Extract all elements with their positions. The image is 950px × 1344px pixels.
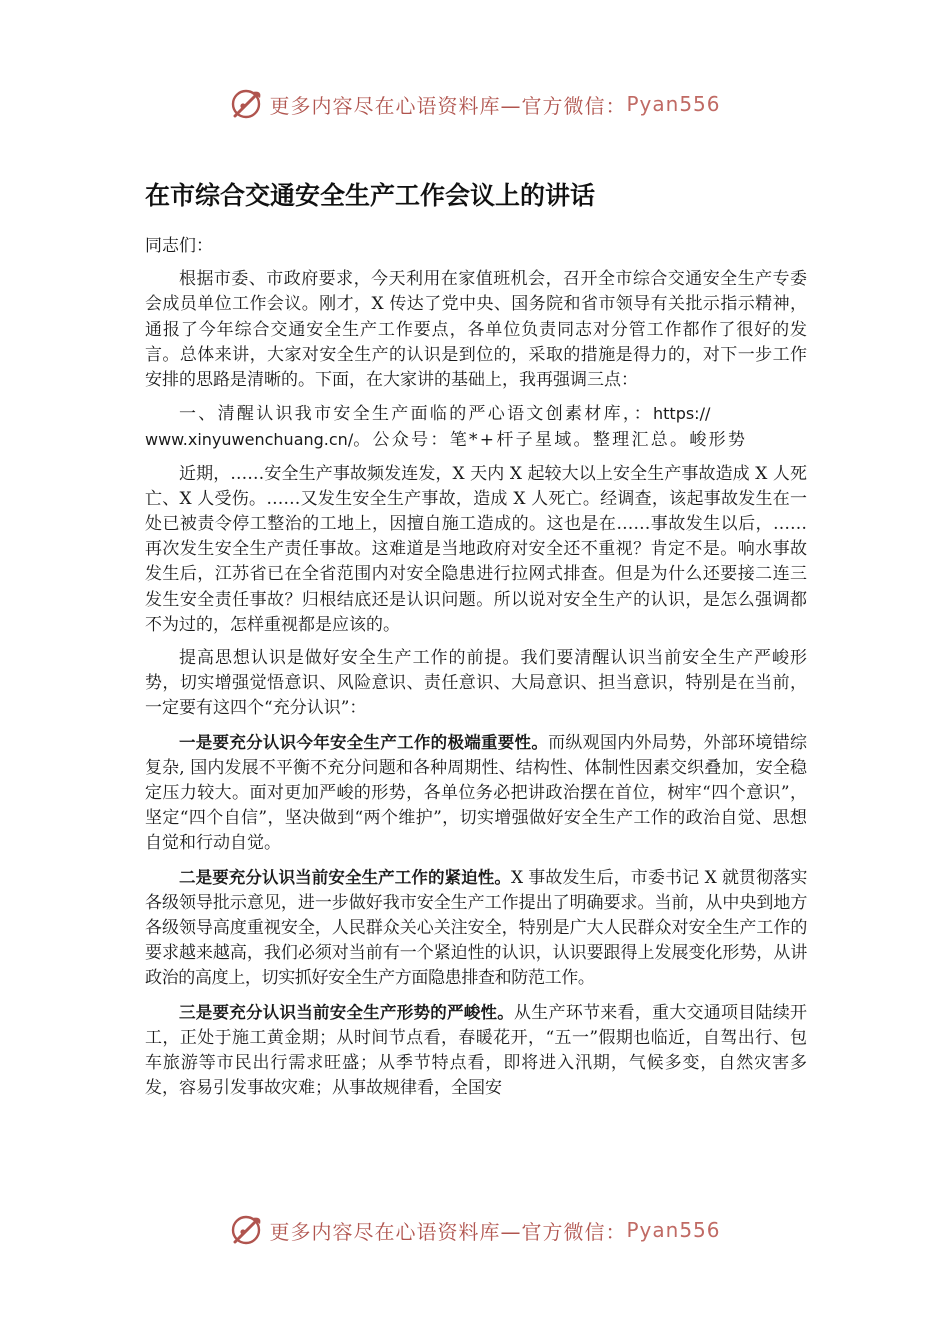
footer-banner	[0, 1210, 950, 1250]
section-heading-suffix: 。公众号：笔*+杆子星域。整理汇总。峻形势	[353, 430, 748, 451]
paragraph-awareness: 提高思想认识是做好安全生产工作的前提。我们要清醒认识当前安全生产严峻形势，切实增强觉悟意识、风险意识、责任意识、大局意识、担当意识，特别是在当前，一定要有这四个“充分认识”：	[145, 648, 807, 719]
salutation: 同志们：	[145, 236, 213, 256]
brush-logo-icon	[229, 86, 265, 122]
paragraph-point-one	[145, 730, 807, 857]
document-body	[145, 234, 807, 1110]
point-one-text: 而纵观国内外局势，外部环境错综复杂, 国内发展不平衡不充分问题和各种周期性、结构性、体制性因素交织叠加，安全稳定压力较大。面对更加严峻的形势，各单位务必把讲政治摆在首位，树牢“四个意识”，坚定“四个自信”，坚决做到“两个维护”，切实增强做好安全生产工作的政治自觉、思想自觉和行动自觉。	[145, 732, 808, 854]
source-link-domain: www.xinyuwenchuang.cn/	[145, 430, 354, 450]
header-banner-text: 更多内容尽在心语资料库—官方微信：	[269, 93, 627, 118]
point-two-heading: 二是要充分认识当前安全生产工作的紧迫性。	[179, 867, 511, 887]
point-three-text: 从生产环节来看，重大交通项目陆续开工，正处于施工黄金期；从时间节点看，春暖花开，“五一”假期也临近，自驾出行、包车旅游等市民出行需求旺盛；从季节特点看，即将进入汛期，气候多变，自然灾害多发，容易引发事故灾难；从事故规律看，全国安	[145, 1002, 807, 1099]
header-banner	[0, 84, 950, 124]
footer-banner-text: 更多内容尽在心语资料库—官方微信：	[269, 1219, 627, 1244]
point-two-text: X 事故发生后，市委书记 X 就贯彻落实各级领导批示意见，进一步做好我市安全生产工作提出了明确要求。当前，从中央到地方各级领导高度重视安全，人民群众关心关注安全，特别是广大人民群众对安全生产工作的要求越来越高，我们必须对当前有一个紧迫性的认识，认识要跟得上发展变化形势，从讲政治的高度上，切实抓好安全生产方面隐患排查和防范工作。	[145, 867, 807, 989]
paragraph-intro: 根据市委、市政府要求，今天利用在家值班机会，召开全市综合交通安全生产专委会成员单位工作会议。刚才，X 传达了党中央、国务院和省市领导有关批示指示精神，通报了今年综合交通安全生产工作要点，各单位负责同志对分管工作都作了很好的发言。总体来讲，大家对安全生产的认识是到位的，采取的措施是得力的，对下一步工作安排的思路是清晰的。下面，在大家讲的基础上，我再强调三点：	[145, 269, 807, 391]
header-banner-wechat-id: Pyan556	[626, 92, 721, 116]
footer-banner-wechat-id: Pyan556	[626, 1218, 721, 1242]
paragraph-point-two	[145, 865, 807, 992]
brush-logo-icon	[229, 1212, 265, 1248]
section-heading-text: 一、清醒认识我市安全生产面临的严心语文创素材库，：	[179, 404, 653, 425]
source-link-scheme: https://	[653, 404, 711, 424]
paragraph-recent-accidents: 近期，……安全生产事故频发连发，X 天内 X 起较大以上安全生产事故造成 X 人死亡、X 人受伤。……又发生安全生产事故，造成 X 人死亡。经调查，该起事故发生在一处已被责令停工整治的工地上，因擅自施工造成的。这也是在……事故发生以后，……再次发生安全生产责任事故。这难道是当地政府对安全还不重视？肯定不是。响水事故发生后，江苏省已在全省范围内对安全隐患进行拉网式排查。但是为什么还要接二连三发生安全责任事故？归根结底还是认识问题。所以说对安全生产的认识，是怎么强调都不为过的，怎样重视都是应该的。	[145, 463, 807, 635]
page-title: 在市综合交通安全生产工作会议上的讲话	[145, 181, 596, 210]
point-one-heading: 一是要充分认识今年安全生产工作的极端重要性。	[179, 732, 549, 752]
paragraph-section-heading	[145, 401, 807, 453]
point-three-heading: 三是要充分认识当前安全生产形势的严峻性。	[179, 1002, 514, 1022]
paragraph-point-three	[145, 1000, 807, 1102]
